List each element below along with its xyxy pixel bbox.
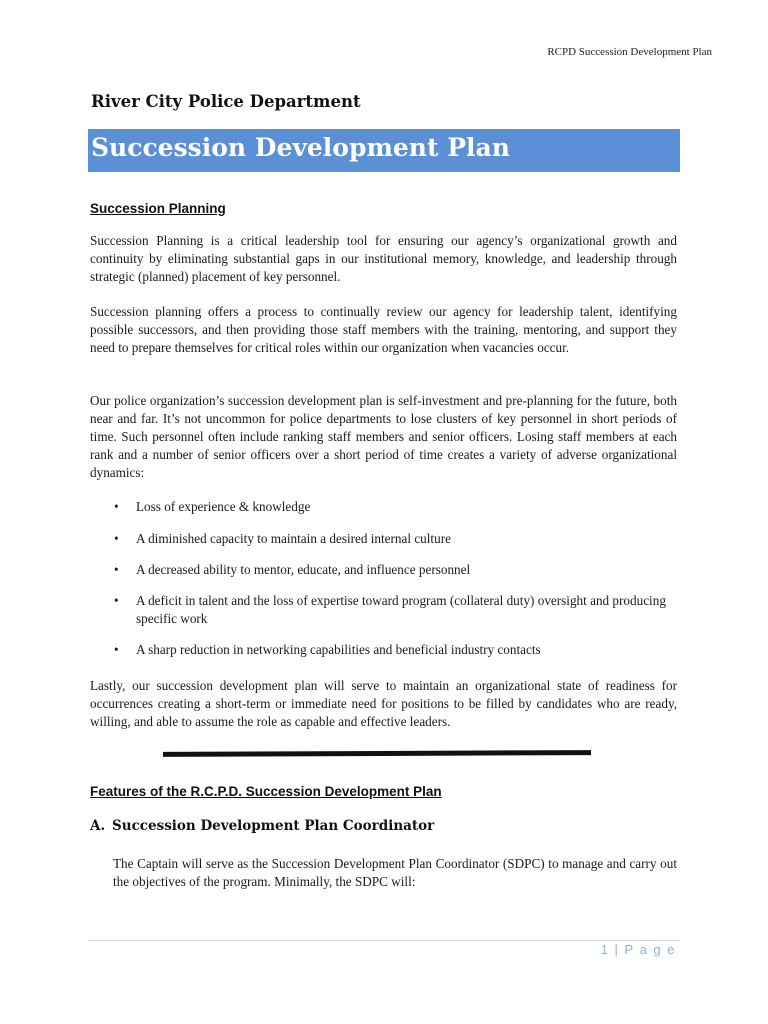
- paragraph: Succession planning offers a process to continually review our agency for leadership talent, identifying possible successors, and then providing those staff members with the training, mentoring, and support they need to prepare themselves for critical roles within our organization when vacancies occur.: [90, 304, 677, 355]
- paragraph: The Captain will serve as the Succession Development Plan Coordinator (SDPC) to manage and carry out the objectives of the program. Minimally, the SDPC will:: [113, 856, 677, 889]
- bullet-icon: •: [114, 531, 119, 546]
- section-heading-features: Features of the R.C.P.D. Succession Development Plan: [90, 784, 442, 799]
- paragraph: Our police organization’s succession development plan is self-investment and pre-planning for the future, both near and far. It’s not uncommon for police departments to lose clusters of key personnel in short periods of time. Such personnel often include ranking staff members and senior officers. Losing staff members at each rank and a number of senior officers over a short period of time creates a variety of adverse organizational dynamics:: [90, 393, 677, 480]
- title-banner: [88, 129, 680, 172]
- subsection-letter: A.: [90, 818, 106, 834]
- paragraph-closing: Lastly, our succession development plan will serve to maintain an organizational state of readiness for occurrences creating a short-term or immediate need for positions to be filled by candidates who are ready, willing, and able to assume the role as capable and effective leaders.: [90, 678, 677, 729]
- bullet-icon: •: [114, 593, 119, 608]
- subsection-title: Succession Development Plan Coordinator: [112, 818, 435, 834]
- section-heading-succession-planning: Succession Planning: [90, 201, 226, 216]
- footer-divider: [88, 940, 680, 941]
- subsection-heading: [90, 818, 434, 834]
- running-header: RCPD Succession Development Plan: [547, 46, 712, 58]
- bullet-icon: •: [114, 562, 119, 577]
- document-title: Succession Development Plan: [91, 133, 510, 162]
- section-divider: [163, 750, 591, 757]
- paragraph: Succession Planning is a critical leadership tool for ensuring our agency’s organizational growth and continuity by eliminating substantial gaps in our institutional memory, knowledge, and leadership through strategic (planned) placement of key personnel.: [90, 233, 677, 284]
- bullet-icon: •: [114, 642, 119, 657]
- organization-title: River City Police Department: [91, 92, 361, 111]
- page-number: 1 | P a g e: [600, 942, 676, 957]
- bullet-icon: •: [114, 499, 119, 514]
